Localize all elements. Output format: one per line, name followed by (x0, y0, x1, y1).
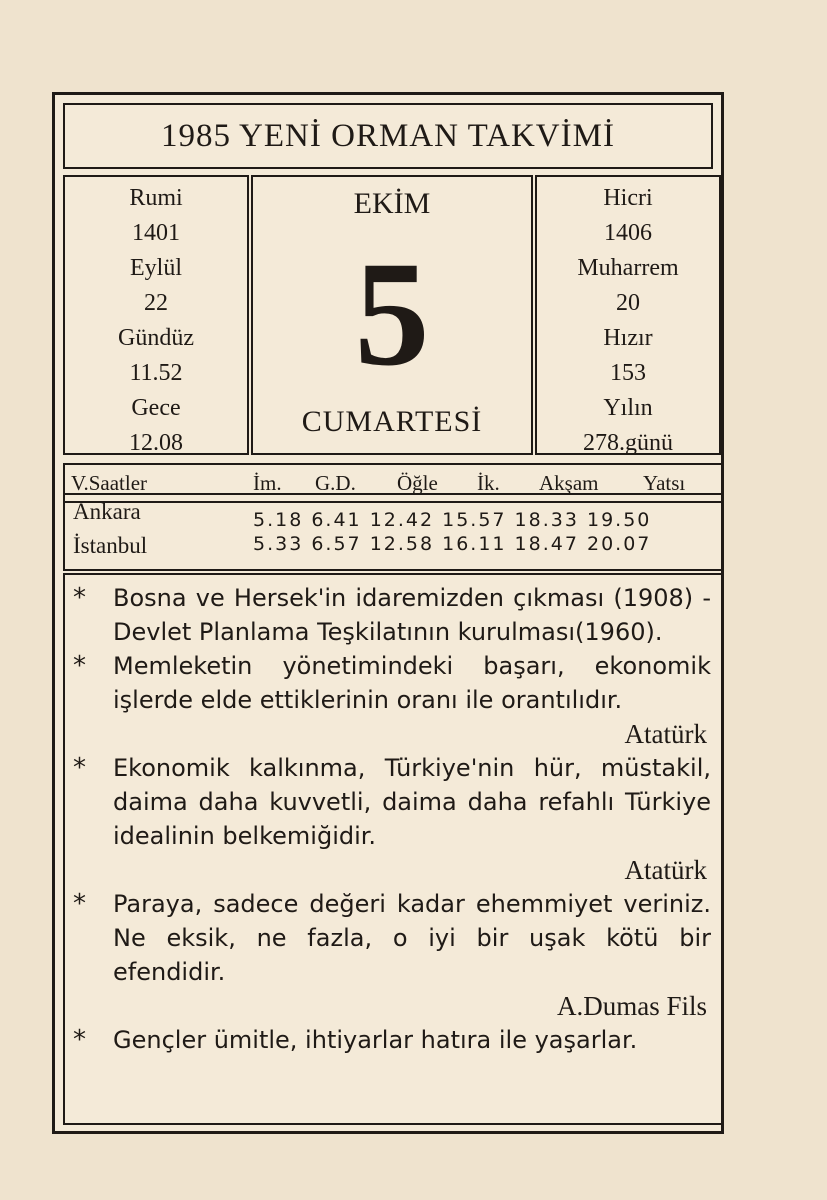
rumi-column (63, 175, 249, 455)
note-author: Atatürk (624, 855, 707, 885)
date-column (251, 175, 533, 455)
header-imsak: İm. (253, 471, 282, 495)
day-of-year: 278.günü (583, 430, 673, 456)
header-night: Yatsı (643, 471, 686, 495)
note-text: Ekonomik kalkınma, Türkiye'nin hür, müstakil, daima daha kuvvetli, daima daha refahlı Türkiye idealinin belkemiğidir. (113, 754, 711, 850)
asterisk-icon: * (73, 889, 86, 919)
header-evening: Akşam (539, 471, 599, 495)
title-box (63, 103, 713, 169)
daytime-value: 11.52 (129, 360, 183, 386)
hizir-value: 153 (610, 360, 646, 386)
note-text: Gençler ümitle, ihtiyarlar hatıra ile yaşarlar. (113, 1026, 638, 1054)
rumi-label: Rumi (129, 185, 183, 211)
rumi-month: Eylül (130, 255, 182, 281)
asterisk-icon: * (73, 753, 86, 783)
year-label: Yılın (603, 395, 653, 421)
times-ankara: 5.18 6.41 12.42 15.57 18.33 19.50 (253, 509, 652, 531)
header-noon: Öğle (397, 471, 438, 495)
hijri-label: Hicri (603, 185, 653, 211)
notes-section (63, 573, 723, 1125)
asterisk-icon: * (73, 1025, 86, 1055)
hijri-month: Muharrem (577, 255, 679, 281)
night-label: Gece (131, 395, 181, 421)
note-item (73, 887, 711, 1023)
rumi-day: 22 (144, 290, 168, 316)
calendar-title: 1985 YENİ ORMAN TAKVİMİ (161, 117, 615, 154)
header-afternoon: İk. (477, 471, 500, 495)
prayer-times-table (63, 493, 723, 571)
daytime-label: Gündüz (118, 325, 194, 351)
header-times-label: V.Saatler (71, 471, 148, 495)
note-author: A.Dumas Fils (556, 991, 707, 1021)
hijri-day: 20 (616, 290, 640, 316)
day-number: 5 (354, 231, 430, 397)
rumi-year: 1401 (132, 220, 180, 246)
note-item (73, 649, 711, 751)
calendar-sheet (52, 92, 724, 1134)
note-text: Paraya, sadece değeri kadar ehemmiyet veriniz. Ne eksik, ne fazla, o iyi bir uşak kötü bir efendidir. (113, 890, 711, 986)
hijri-year: 1406 (604, 220, 652, 246)
note-item (73, 1023, 711, 1057)
times-istanbul: 5.33 6.57 12.58 16.11 18.47 20.07 (253, 533, 652, 555)
note-item (73, 581, 711, 649)
note-text: Bosna ve Hersek'in idaremizden çıkması (1908) - Devlet Planlama Teşkilatının kurulması(1960). (113, 584, 711, 646)
night-value: 12.08 (129, 430, 183, 456)
asterisk-icon: * (73, 583, 86, 613)
hijri-column (535, 175, 721, 455)
city-ankara: Ankara (73, 499, 141, 524)
hizir-label: Hızır (603, 325, 653, 351)
note-author: Atatürk (624, 719, 707, 749)
note-text: Memleketin yönetimindeki başarı, ekonomik işlerde elde ettiklerinin oranı ile orantılıdır. (113, 652, 711, 714)
header-sunrise: G.D. (315, 471, 356, 495)
month-name: EKİM (353, 187, 431, 220)
note-item (73, 751, 711, 887)
asterisk-icon: * (73, 651, 86, 681)
city-istanbul: İstanbul (73, 533, 148, 558)
weekday-name: CUMARTESİ (301, 405, 483, 438)
